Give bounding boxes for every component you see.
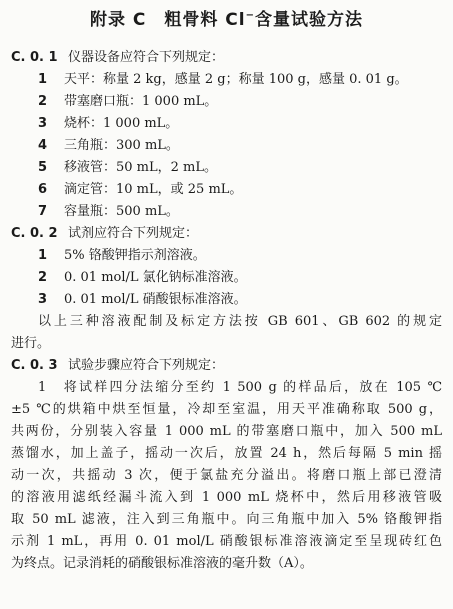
item-text: 容量瓶：500 mL。 [64, 204, 179, 219]
item-number: 2 [38, 94, 48, 109]
list-item [0, 69, 453, 91]
list-item [0, 157, 453, 179]
item-text: 滴定管：10 mL，或 25 mL。 [64, 182, 243, 197]
item-text: 烧杯：1 000 mL。 [64, 116, 179, 131]
section-number: C. 0. 1 [11, 50, 58, 65]
item-number: 1 [38, 72, 48, 87]
list-item [0, 267, 453, 289]
paragraph-line: ±5 ℃的烘箱中烘至恒量，冷却至室温，用天平准确称取 500 g， [11, 402, 442, 417]
item-number: 7 [38, 204, 48, 219]
paragraph-line: 取 50 mL 滤液，注入到三角瓶中。向三角瓶中加入 5% 铬酸钾指 [11, 512, 442, 527]
paragraph-line: 的溶液用滤纸经漏斗流入到 1 000 mL 烧杯中，然后用移液管吸 [11, 490, 442, 505]
item-text: 0. 01 mol/L 氯化钠标准溶液。 [64, 270, 247, 285]
item-text: 5% 铬酸钾指示剂溶液。 [64, 248, 206, 263]
item-text: 三角瓶：300 mL。 [64, 138, 179, 153]
item-number: 4 [38, 138, 48, 153]
paragraph-line: 动一次，共摇动 3 次，便于氯盐充分溢出。将磨口瓶上部已澄清 [11, 468, 442, 483]
title-main: 附录 C 粗骨料 Cl [89, 10, 246, 30]
appendix-title [0, 3, 453, 33]
paragraph-line: 示剂 1 mL，再用 0. 01 mol/L 硝酸银标准溶液滴定至呈现砖红色 [11, 534, 442, 549]
item-text: 移液管：50 mL，2 mL。 [64, 160, 217, 175]
section-c01-heading [0, 47, 453, 69]
item-number: 3 [38, 116, 48, 131]
list-item [0, 113, 453, 135]
paragraph-line: 共两份，分别装入容量 1 000 mL 的带塞磨口瓶中，加入 500 mL [11, 424, 442, 439]
item-number: 5 [38, 160, 48, 175]
section-number: C. 0. 3 [11, 358, 58, 373]
item-number: 3 [38, 292, 48, 307]
list-item [0, 179, 453, 201]
title-rest: 含量试验方法 [255, 10, 363, 30]
item-text: 带塞磨口瓶：1 000 mL。 [64, 94, 218, 109]
section-heading-text: 试验步骤应符合下列规定： [68, 358, 225, 373]
title-superscript: − [245, 10, 255, 21]
list-item [0, 91, 453, 113]
item-number: 2 [38, 270, 48, 285]
item-text: 0. 01 mol/L 硝酸银标准溶液。 [64, 292, 247, 307]
paragraph-line: 为终点。记录消耗的硝酸银标准溶液的毫升数（A）。 [11, 556, 313, 571]
paragraph-line: 1 将试样四分法缩分至约 1 500 g 的样品后，放在 105 ℃ [38, 380, 442, 395]
list-item [0, 245, 453, 267]
item-text: 天平：称量 2 kg，感量 2 g；称量 100 g，感量 0. 01 g。 [64, 72, 408, 87]
item-number: 6 [38, 182, 48, 197]
list-item [0, 289, 453, 311]
note-line: 进行。 [11, 336, 51, 351]
section-number: C. 0. 2 [11, 226, 58, 241]
section-heading-text: 仪器设备应符合下列规定： [68, 50, 225, 65]
note-line: 以上三种溶液配制及标定方法按 GB 601、GB 602 的规定 [38, 314, 442, 329]
section-c03-heading [0, 355, 453, 377]
list-item [0, 135, 453, 157]
paragraph-line: 蒸馏水，加上盖子，摇动一次后，放置 24 h，然后每隔 5 min 摇 [11, 446, 442, 461]
section-c02-heading [0, 223, 453, 245]
item-number: 1 [38, 248, 48, 263]
section-heading-text: 试剂应符合下列规定： [68, 226, 199, 241]
list-item [0, 201, 453, 223]
